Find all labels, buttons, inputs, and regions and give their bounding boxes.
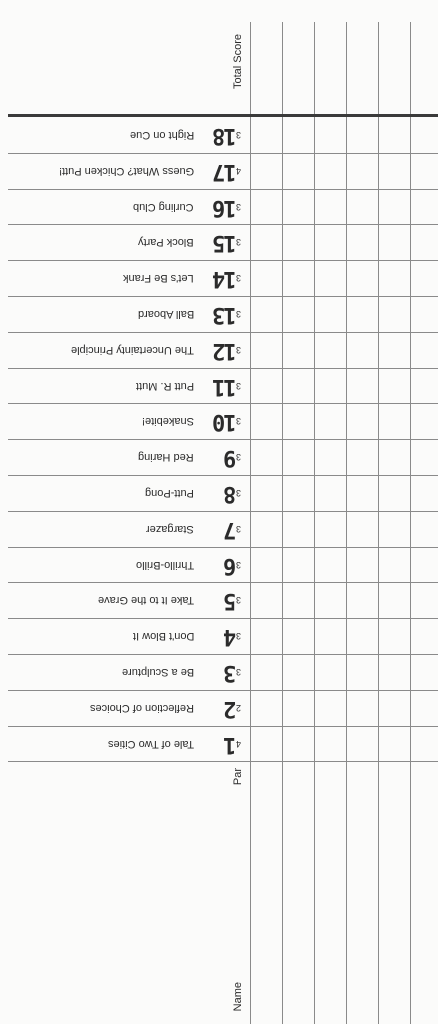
column-divider (410, 22, 411, 1024)
hole-number: 12 (213, 337, 236, 363)
column-divider (250, 22, 251, 1024)
hole-par: 2 (236, 702, 242, 713)
hole-par: 3 (236, 344, 242, 355)
hole-name: Reflection of Choices (90, 701, 194, 714)
hole-row (0, 439, 250, 475)
hole-row (0, 618, 250, 654)
hole-name: Curling Club (133, 200, 194, 213)
hole-name: Snakebite! (142, 415, 194, 428)
hole-number: 16 (213, 194, 236, 220)
hole-number: 7 (224, 516, 236, 542)
hole-number: 17 (213, 158, 236, 184)
hole-number: 6 (224, 552, 236, 578)
hole-row (0, 582, 250, 618)
hole-name: Take It to the Grave (98, 594, 194, 607)
hole-number: 14 (213, 266, 236, 292)
hole-row (0, 403, 250, 439)
hole-number: 4 (224, 624, 236, 650)
hole-par: 3 (236, 559, 242, 570)
hole-row (0, 153, 250, 189)
hole-row (0, 260, 250, 296)
hole-par: 3 (236, 452, 242, 463)
column-divider (314, 22, 315, 1024)
hole-row (0, 332, 250, 368)
hole-number: 3 (224, 660, 236, 685)
hole-par: 3 (236, 201, 242, 212)
hole-number: 15 (213, 230, 236, 256)
hole-par: 4 (236, 738, 242, 749)
hole-name: Putt-Pong (145, 487, 194, 499)
hole-name: Thrillo-Brillo (135, 558, 194, 571)
hole-name: Let's Be Frank (123, 272, 194, 285)
hole-row (0, 189, 250, 225)
hole-row (0, 368, 250, 404)
hole-number: 1 (224, 731, 236, 757)
hole-par: 3 (236, 416, 242, 427)
total-score-label: Total Score (232, 34, 244, 90)
hole-row (0, 726, 250, 762)
hole-number: 8 (224, 481, 236, 506)
hole-par: 3 (236, 595, 242, 606)
par-label: Par (232, 768, 244, 786)
column-divider (282, 22, 283, 1024)
hole-number: 11 (213, 373, 236, 399)
hole-number: 13 (213, 302, 236, 327)
column-divider (378, 22, 379, 1024)
hole-row (0, 654, 250, 690)
column-divider (346, 22, 347, 1024)
hole-number: 18 (213, 123, 236, 148)
row-divider (8, 761, 438, 762)
hole-par: 3 (236, 309, 242, 319)
hole-name: Guess What? Chicken Putt! (58, 164, 194, 177)
hole-row (0, 117, 250, 153)
hole-row (0, 547, 250, 583)
hole-par: 3 (236, 273, 242, 284)
hole-par: 3 (236, 488, 242, 498)
hole-number: 2 (224, 695, 236, 721)
hole-row (0, 296, 250, 332)
hole-row (0, 690, 250, 726)
hole-row (0, 475, 250, 511)
hole-row (0, 511, 250, 547)
hole-name: Block Party (138, 236, 194, 249)
hole-name: Don't Blow It (132, 630, 194, 643)
hole-par: 3 (236, 631, 242, 642)
hole-number: 5 (224, 588, 236, 614)
hole-par: 3 (236, 380, 242, 391)
hole-name: Ball Aboard (137, 308, 194, 320)
hole-number: 9 (224, 445, 236, 471)
hole-name: The Uncertainty Principle (71, 343, 194, 356)
hole-par: 3 (236, 523, 242, 534)
hole-name: Tale of Two Cities (107, 737, 194, 750)
hole-par: 3 (236, 667, 242, 677)
hole-name: Red Haring (138, 451, 194, 464)
hole-par: 4 (236, 165, 242, 176)
hole-par: 3 (236, 130, 242, 140)
hole-name: Stargazer (146, 522, 194, 535)
hole-row (0, 224, 250, 260)
name-label: Name (232, 982, 244, 1012)
hole-par: 3 (236, 237, 242, 248)
hole-name: Right on Cue (129, 129, 194, 141)
hole-name: Be a Sculpture (121, 666, 194, 678)
hole-number: 10 (213, 409, 236, 435)
hole-name: Putt R. Mutt (135, 379, 194, 392)
